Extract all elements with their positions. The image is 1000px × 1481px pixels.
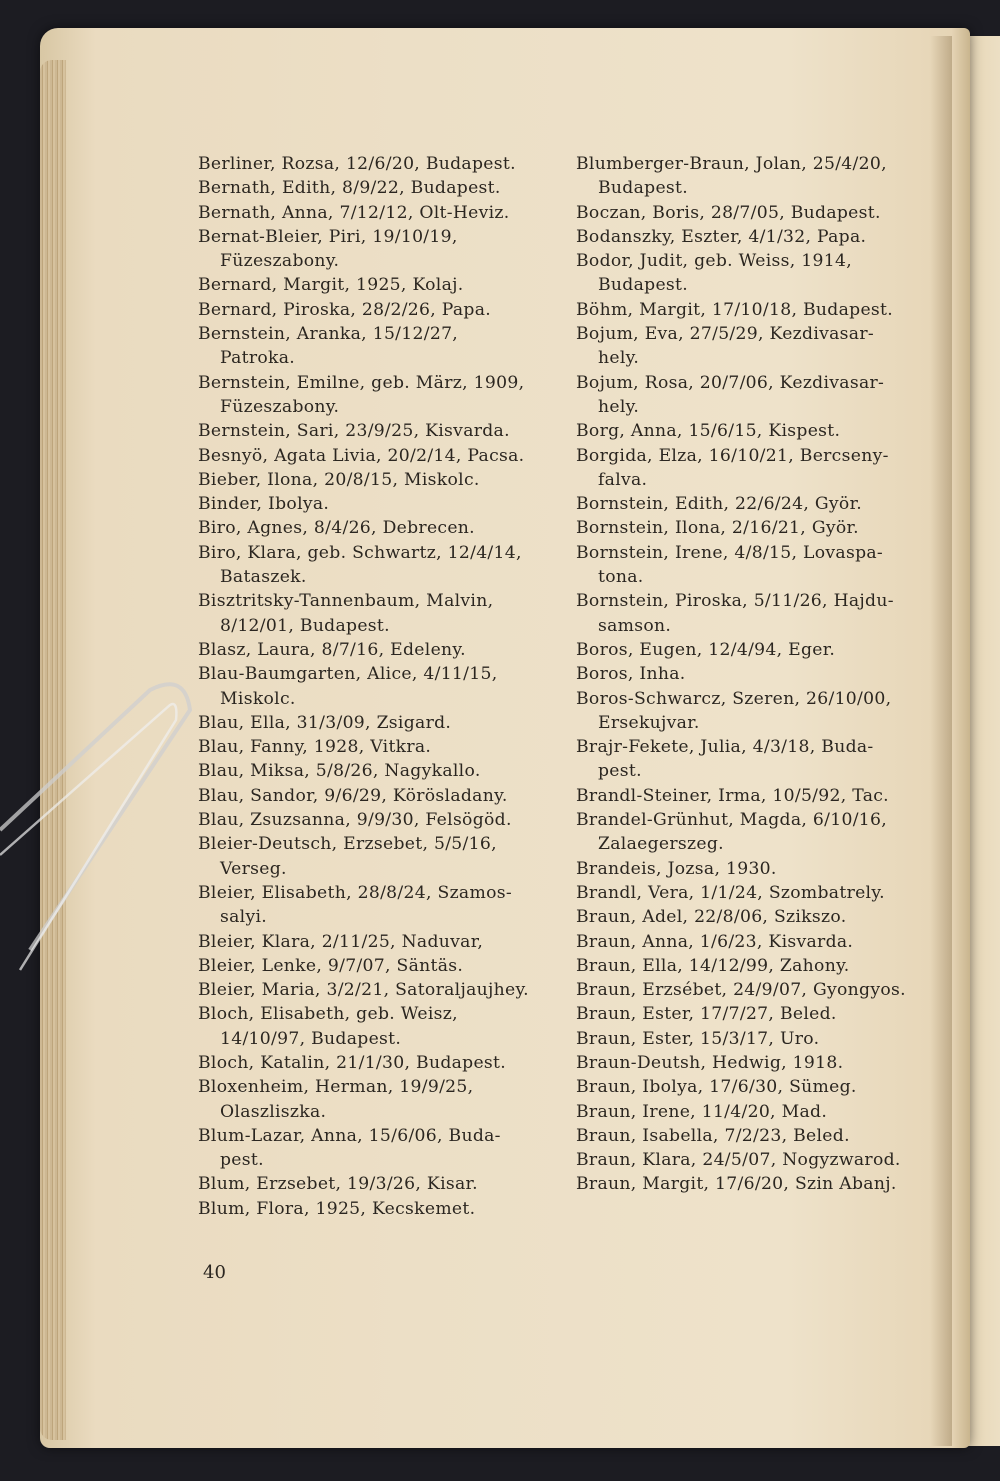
list-item	[576, 1027, 954, 1051]
list-item	[576, 638, 954, 662]
list-item	[198, 298, 568, 322]
list-item	[576, 1075, 954, 1099]
list-item	[198, 978, 568, 1002]
entry-continuation: hely.	[598, 348, 640, 369]
entry-line: Bernstein, Emilne, geb. März, 1909,	[198, 372, 525, 393]
entry-line: Blau, Fanny, 1928, Vitkra.	[198, 737, 432, 758]
entry-line: Bojum, Eva, 27/5/29, Kezdivasar-	[576, 324, 874, 345]
entry-line: Braun, Anna, 1/6/23, Kisvarda.	[576, 931, 854, 952]
entry-continuation: Budapest.	[598, 178, 689, 199]
list-item	[576, 1148, 954, 1172]
entry-line: Blau, Sandor, 9/6/29, Körösladany.	[198, 785, 508, 806]
list-item	[576, 249, 954, 298]
entry-line: Bleier, Elisabeth, 28/8/24, Szamos-	[198, 882, 512, 903]
entry-line: Bleier, Maria, 3/2/21, Satoraljaujhey.	[198, 980, 529, 1001]
entry-line: Bloxenheim, Herman, 19/9/25,	[198, 1077, 474, 1098]
list-item	[198, 468, 568, 492]
entry-line: Brandl, Vera, 1/1/24, Szombatrely.	[576, 882, 885, 903]
entry-line: Braun, Ester, 17/7/27, Beled.	[576, 1004, 837, 1025]
entry-continuation: hely.	[598, 396, 640, 417]
list-item	[576, 371, 954, 420]
entry-line: Blau, Ella, 31/3/09, Zsigard.	[198, 712, 452, 733]
entry-line: Blum-Lazar, Anna, 15/6/06, Buda-	[198, 1125, 501, 1146]
list-item	[198, 1124, 568, 1173]
entry-line: Braun, Adel, 22/8/06, Szikszo.	[576, 907, 847, 928]
list-item	[198, 808, 568, 832]
list-item	[576, 687, 954, 736]
entry-continuation: Bataszek.	[220, 567, 307, 588]
entry-line: Braun, Erzsébet, 24/9/07, Gyongyos.	[576, 980, 906, 1001]
entry-line: Blum, Flora, 1925, Kecskemet.	[198, 1198, 476, 1219]
entry-continuation: salyi.	[220, 907, 268, 928]
list-item	[198, 516, 568, 540]
list-item	[198, 759, 568, 783]
list-item	[576, 298, 954, 322]
list-item	[198, 735, 568, 759]
right-column	[576, 152, 954, 1197]
list-item	[576, 589, 954, 638]
list-item	[198, 711, 568, 735]
list-item	[198, 832, 568, 881]
entry-continuation: Patroka.	[220, 348, 296, 369]
entry-continuation: Füzeszabony.	[220, 251, 340, 272]
entry-line: Bernard, Margit, 1925, Kolaj.	[198, 275, 464, 296]
entry-line: Bernstein, Sari, 23/9/25, Kisvarda.	[198, 421, 510, 442]
entry-line: Boros-Schwarcz, Szeren, 26/10/00,	[576, 688, 892, 709]
entry-line: Borgida, Elza, 16/10/21, Bercseny-	[576, 445, 889, 466]
entry-line: Boros, Eugen, 12/4/94, Eger.	[576, 639, 836, 660]
list-item	[576, 784, 954, 808]
entry-line: Bleier-Deutsch, Erzsebet, 5/5/16,	[198, 834, 497, 855]
list-item	[576, 1002, 954, 1026]
list-item	[198, 638, 568, 662]
list-item	[576, 978, 954, 1002]
list-item	[198, 954, 568, 978]
entry-line: Böhm, Margit, 17/10/18, Budapest.	[576, 299, 894, 320]
entry-line: Blasz, Laura, 8/7/16, Edeleny.	[198, 639, 466, 660]
entry-line: Braun-Deutsh, Hedwig, 1918.	[576, 1052, 844, 1073]
entry-continuation: 14/10/97, Budapest.	[220, 1028, 402, 1049]
list-item	[576, 444, 954, 493]
entry-line: Bornstein, Ilona, 2/16/21, Györ.	[576, 518, 859, 539]
list-item	[576, 516, 954, 540]
entry-line: Bieber, Ilona, 20/8/15, Miskolc.	[198, 469, 480, 490]
list-item	[198, 881, 568, 930]
entry-line: Blau, Miksa, 5/8/26, Nagykallo.	[198, 761, 481, 782]
list-item	[198, 662, 568, 711]
list-item	[576, 152, 954, 201]
list-item	[576, 1172, 954, 1196]
list-item	[198, 589, 568, 638]
entry-line: Bloch, Katalin, 21/1/30, Budapest.	[198, 1052, 507, 1073]
entry-continuation: samson.	[598, 615, 672, 636]
list-item	[576, 954, 954, 978]
list-item	[576, 1051, 954, 1075]
list-item	[576, 662, 954, 686]
entry-line: Bojum, Rosa, 20/7/06, Kezdivasar-	[576, 372, 885, 393]
entry-continuation: Olaszliszka.	[220, 1101, 327, 1122]
entry-line: Bornstein, Irene, 4/8/15, Lovaspa-	[576, 542, 884, 563]
entry-line: Brajr-Fekete, Julia, 4/3/18, Buda-	[576, 737, 874, 758]
list-item	[576, 201, 954, 225]
entry-line: Bernard, Piroska, 28/2/26, Papa.	[198, 299, 492, 320]
entry-continuation: Verseg.	[220, 858, 287, 879]
list-item	[576, 419, 954, 443]
list-item	[198, 1051, 568, 1075]
entry-continuation: Ersekujvar.	[598, 712, 700, 733]
entry-line: Brandl-Steiner, Irma, 10/5/92, Tac.	[576, 785, 889, 806]
list-item	[576, 881, 954, 905]
entry-line: Bornstein, Edith, 22/6/24, Györ.	[576, 494, 862, 515]
entry-continuation: Budapest.	[598, 275, 689, 296]
entry-line: Bernath, Anna, 7/12/12, Olt-Heviz.	[198, 202, 510, 223]
entry-continuation: Füzeszabony.	[220, 396, 340, 417]
entry-line: Bornstein, Piroska, 5/11/26, Hajdu-	[576, 591, 894, 612]
list-item	[576, 225, 954, 249]
page-number: 40	[203, 1262, 226, 1283]
entry-line: Brandel-Grünhut, Magda, 6/10/16,	[576, 810, 888, 831]
list-item	[198, 1172, 568, 1196]
list-item	[198, 201, 568, 225]
entry-line: Binder, Ibolya.	[198, 494, 330, 515]
entry-line: Bernat-Bleier, Piri, 19/10/19,	[198, 226, 458, 247]
entry-line: Bisztritsky-Tannenbaum, Malvin,	[198, 591, 494, 612]
left-column	[198, 152, 568, 1221]
list-item	[198, 273, 568, 297]
list-item	[576, 492, 954, 516]
list-item	[576, 322, 954, 371]
list-item	[198, 784, 568, 808]
entry-line: Biro, Klara, geb. Schwartz, 12/4/14,	[198, 542, 522, 563]
list-item	[198, 1197, 568, 1221]
entry-line: Braun, Klara, 24/5/07, Nogyzwarod.	[576, 1150, 901, 1171]
entry-line: Braun, Irene, 11/4/20, Mad.	[576, 1101, 828, 1122]
list-item	[198, 176, 568, 200]
list-item	[198, 225, 568, 274]
entry-line: Brandeis, Jozsa, 1930.	[576, 858, 777, 879]
list-item	[198, 541, 568, 590]
list-item	[576, 808, 954, 857]
entry-continuation: falva.	[598, 469, 648, 490]
list-item	[198, 1002, 568, 1051]
list-item	[576, 735, 954, 784]
entry-line: Besnyö, Agata Livia, 20/2/14, Pacsa.	[198, 445, 525, 466]
entry-line: Braun, Ibolya, 17/6/30, Sümeg.	[576, 1077, 857, 1098]
entry-continuation: Zalaegerszeg.	[598, 834, 724, 855]
list-item	[576, 905, 954, 929]
entry-line: Braun, Ester, 15/3/17, Uro.	[576, 1028, 820, 1049]
list-item	[198, 1075, 568, 1124]
entry-line: Braun, Ella, 14/12/99, Zahony.	[576, 955, 850, 976]
entry-line: Borg, Anna, 15/6/15, Kispest.	[576, 421, 841, 442]
entry-line: Bodor, Judit, geb. Weiss, 1914,	[576, 251, 852, 272]
entry-line: Berliner, Rozsa, 12/6/20, Budapest.	[198, 154, 516, 174]
entry-continuation: tona.	[598, 567, 644, 588]
entry-line: Bleier, Klara, 2/11/25, Naduvar,	[198, 931, 484, 952]
entry-line: Bloch, Elisabeth, geb. Weisz,	[198, 1004, 458, 1025]
list-item	[576, 857, 954, 881]
entry-line: Bernath, Edith, 8/9/22, Budapest.	[198, 178, 501, 199]
entry-line: Blum, Erzsebet, 19/3/26, Kisar.	[198, 1174, 478, 1195]
list-item	[198, 152, 568, 176]
list-item	[198, 371, 568, 420]
entry-line: Blumberger-Braun, Jolan, 25/4/20,	[576, 154, 887, 174]
entry-continuation: 8/12/01, Budapest.	[220, 615, 390, 636]
entry-continuation: pest.	[220, 1150, 264, 1171]
list-item	[576, 1124, 954, 1148]
entry-continuation: Miskolc.	[220, 688, 296, 709]
entry-line: Bleier, Lenke, 9/7/07, Säntäs.	[198, 955, 464, 976]
entry-line: Boczan, Boris, 28/7/05, Budapest.	[576, 202, 881, 223]
list-item	[576, 930, 954, 954]
entry-line: Boros, Inha.	[576, 664, 686, 685]
list-item	[576, 541, 954, 590]
list-item	[198, 930, 568, 954]
list-item	[198, 444, 568, 468]
list-item	[576, 1100, 954, 1124]
paper-clip-icon	[0, 680, 200, 980]
entry-line: Biro, Agnes, 8/4/26, Debrecen.	[198, 518, 475, 539]
entry-line: Braun, Margit, 17/6/20, Szin Abanj.	[576, 1174, 897, 1195]
list-item	[198, 492, 568, 516]
entry-line: Bodanszky, Eszter, 4/1/32, Papa.	[576, 226, 867, 247]
entry-line: Blau-Baumgarten, Alice, 4/11/15,	[198, 664, 498, 685]
entry-continuation: pest.	[598, 761, 642, 782]
list-item	[198, 419, 568, 443]
entry-line: Braun, Isabella, 7/2/23, Beled.	[576, 1125, 850, 1146]
entry-line: Blau, Zsuzsanna, 9/9/30, Felsögöd.	[198, 810, 512, 831]
entry-line: Bernstein, Aranka, 15/12/27,	[198, 324, 459, 345]
list-item	[198, 322, 568, 371]
